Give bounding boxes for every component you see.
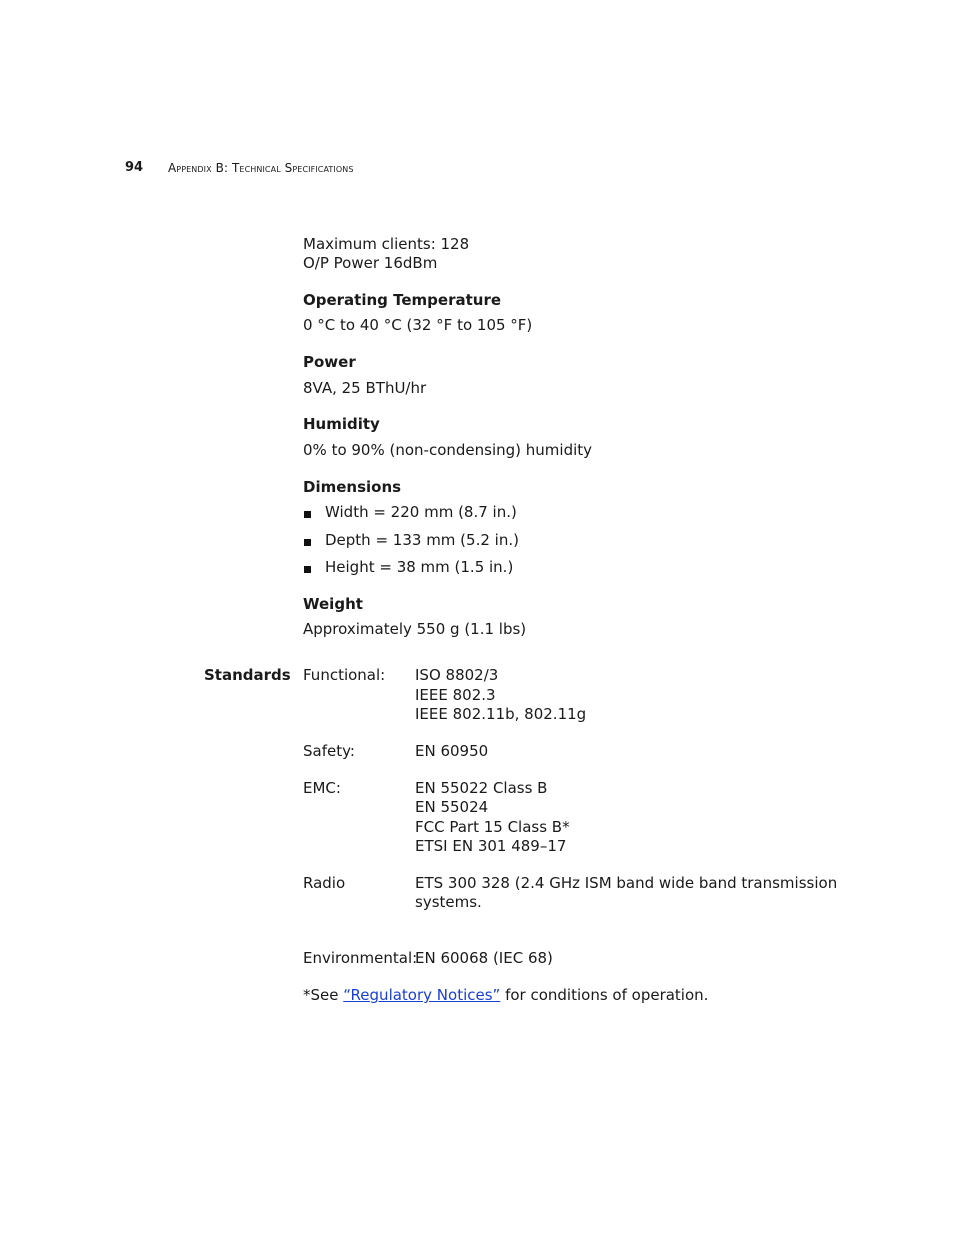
- functional-label: Functional:: [303, 666, 386, 684]
- humidity-heading: Humidity: [303, 415, 380, 433]
- operating-temperature-text: 0 °C to 40 °C (32 °F to 105 °F): [303, 316, 533, 334]
- functional-value: IEEE 802.11b, 802.11g: [415, 705, 587, 723]
- footnote: [303, 986, 708, 1006]
- bullet-icon: [304, 539, 311, 546]
- radio-value: systems.: [415, 893, 482, 911]
- radio-label: Radio: [303, 874, 346, 892]
- standards-label: Standards: [204, 666, 291, 684]
- emc-value: EN 55024: [415, 798, 489, 816]
- dimension-height: Height = 38 mm (1.5 in.): [325, 558, 514, 576]
- operating-temperature-heading: Operating Temperature: [303, 291, 502, 309]
- radio-value: ETS 300 328 (2.4 GHz ISM band wide band transmission: [415, 874, 838, 892]
- power-text: 8VA, 25 BThU/hr: [303, 379, 427, 397]
- functional-value: IEEE 802.3: [415, 686, 496, 704]
- bullet-icon: [304, 511, 311, 518]
- weight-heading: Weight: [303, 595, 363, 613]
- dimensions-heading: Dimensions: [303, 478, 402, 496]
- output-power-text: O/P Power 16dBm: [303, 254, 438, 272]
- emc-value: EN 55022 Class B: [415, 779, 548, 797]
- humidity-text: 0% to 90% (non-condensing) humidity: [303, 441, 593, 459]
- environmental-value: EN 60068 (IEC 68): [415, 949, 553, 967]
- bullet-icon: [304, 566, 311, 573]
- footnote-suffix: for conditions of operation.: [500, 986, 709, 1004]
- max-clients-text: Maximum clients: 128: [303, 235, 470, 253]
- functional-value: ISO 8802/3: [415, 666, 499, 684]
- regulatory-notices-link[interactable]: “Regulatory Notices”: [343, 986, 501, 1004]
- dimension-depth: Depth = 133 mm (5.2 in.): [325, 531, 519, 549]
- environmental-label: Environmental:: [303, 949, 418, 967]
- weight-text: Approximately 550 g (1.1 lbs): [303, 620, 527, 638]
- safety-value: EN 60950: [415, 742, 489, 760]
- emc-value: ETSI EN 301 489–17: [415, 837, 567, 855]
- power-heading: Power: [303, 353, 356, 371]
- footnote-prefix: *See: [303, 986, 344, 1004]
- running-title: Appendix B: Technical Specifications: [168, 161, 354, 175]
- page-number: 94: [125, 160, 144, 175]
- dimension-width: Width = 220 mm (8.7 in.): [325, 503, 517, 521]
- safety-label: Safety:: [303, 742, 355, 760]
- emc-label: EMC:: [303, 779, 341, 797]
- running-header: [125, 160, 354, 175]
- emc-value: FCC Part 15 Class B*: [415, 818, 570, 836]
